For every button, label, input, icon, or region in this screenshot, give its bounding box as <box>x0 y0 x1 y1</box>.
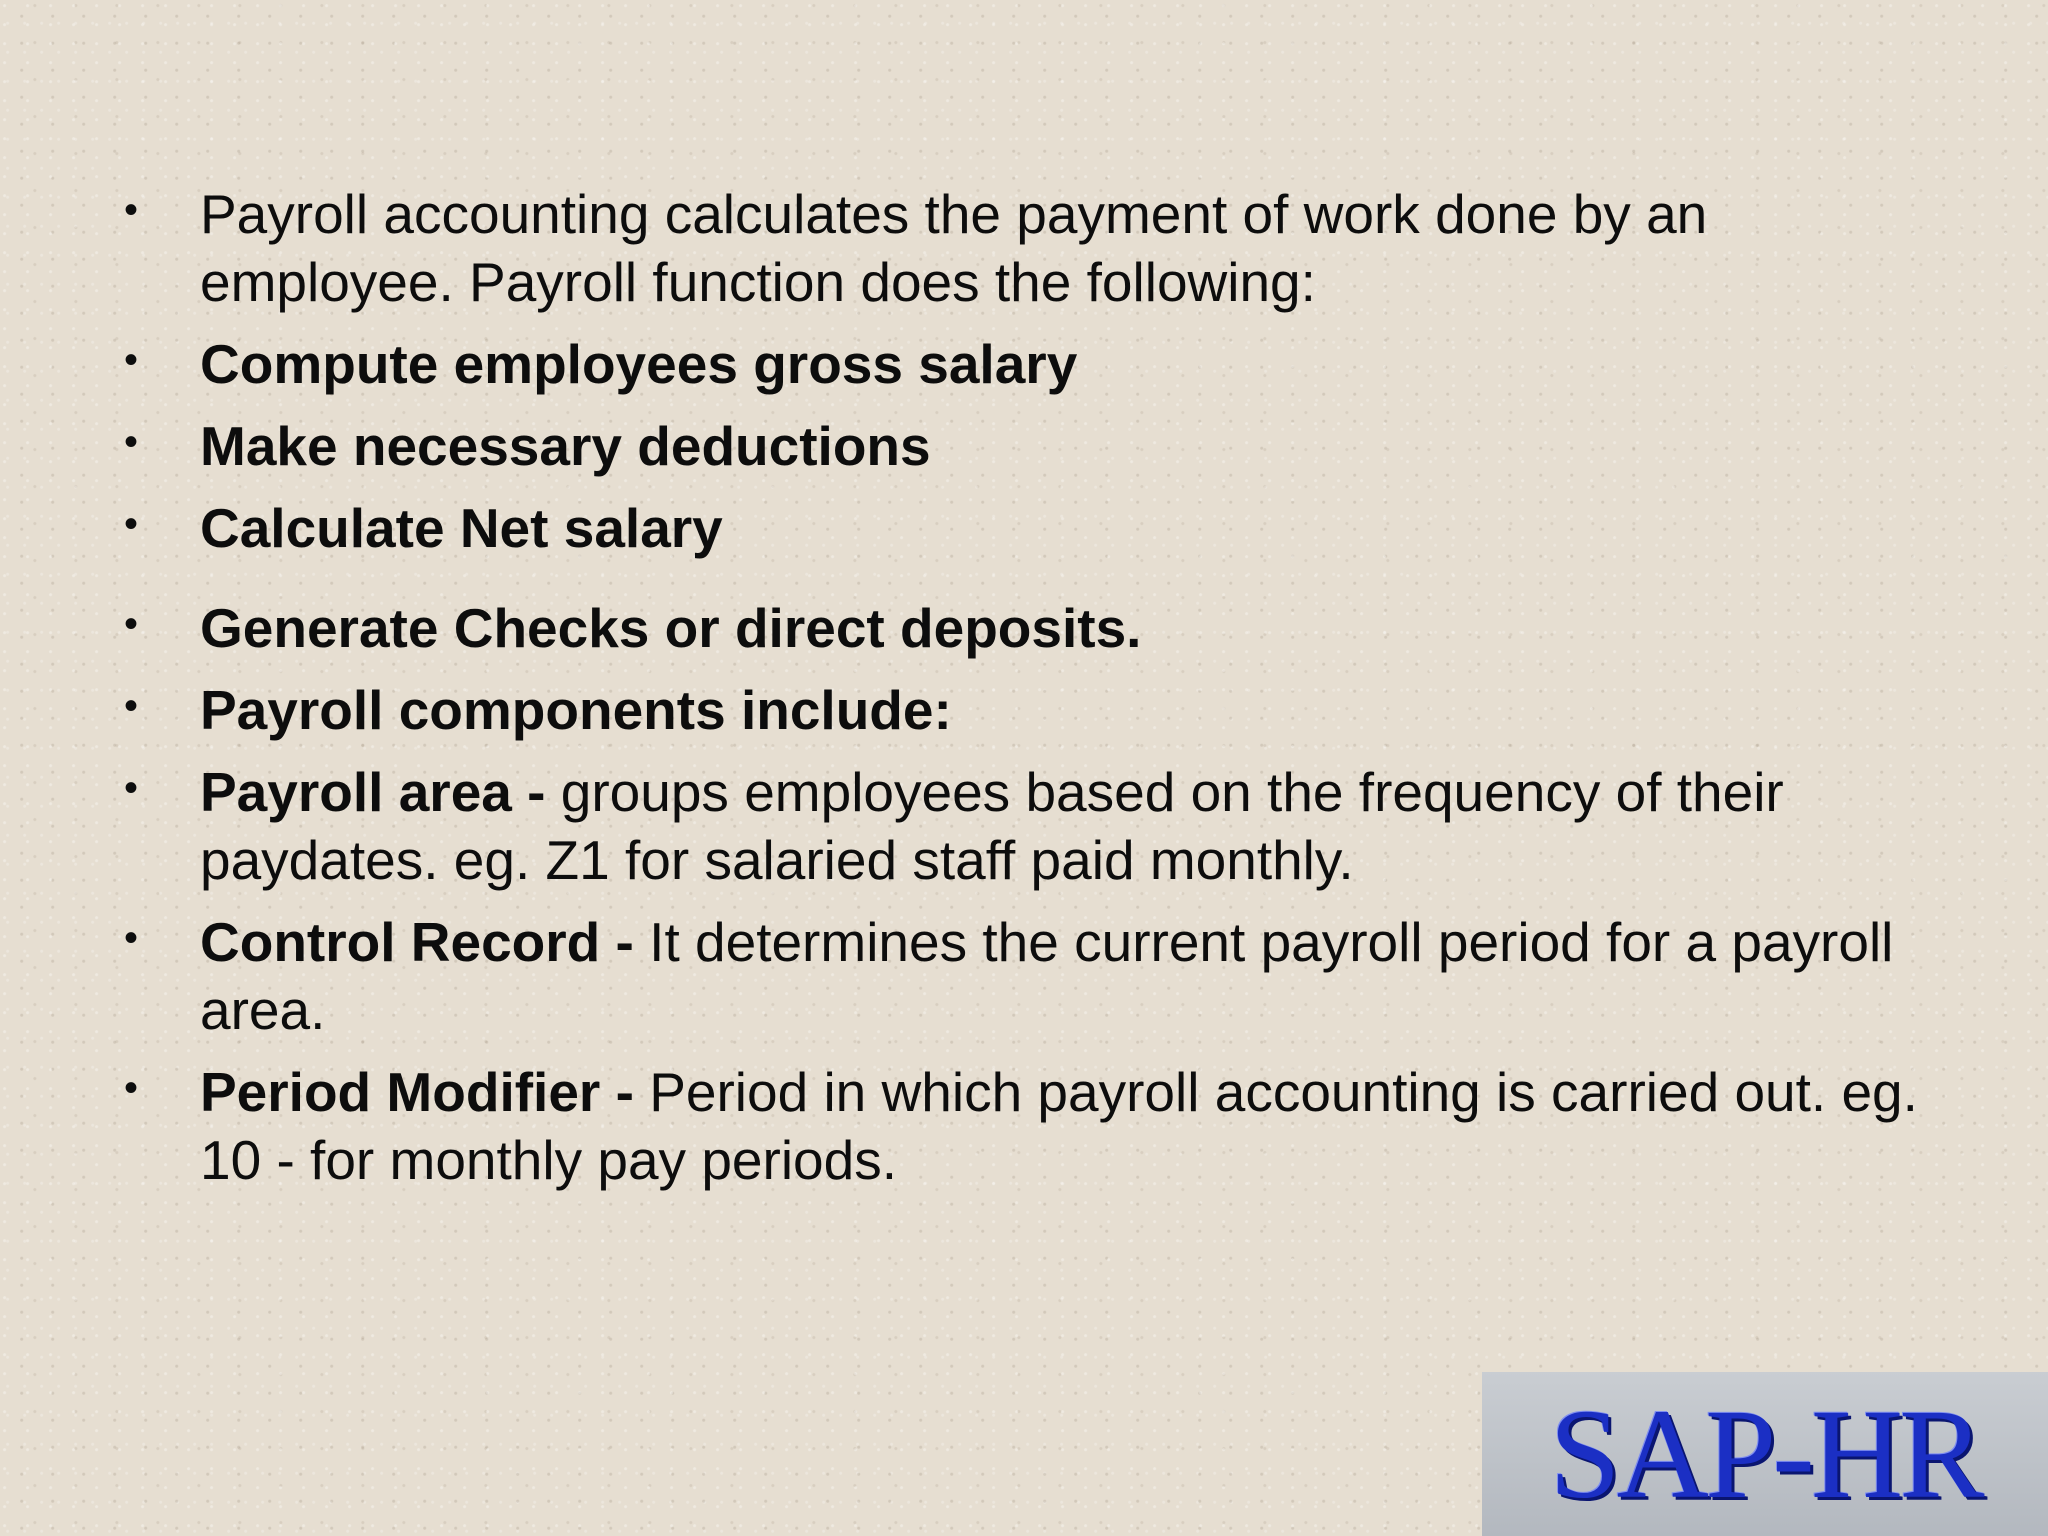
bullet-dot: • <box>124 502 139 546</box>
bullet-text: Period in which payroll accounting is carried out. eg. 10 - for monthly pay periods. <box>200 1061 1918 1191</box>
bullet-item-net-salary <box>120 494 1920 562</box>
bullet-item-payroll-accounting <box>120 180 1920 316</box>
bullet-dot: • <box>124 420 139 464</box>
bullet-bold-text: Generate Checks or direct deposits. <box>200 597 1142 659</box>
bullet-text: It determines the current payroll period for a payroll area. <box>200 911 1894 1041</box>
bullet-bold-text: Payroll components include: <box>200 679 952 741</box>
bullet-bold-text: Compute employees gross salary <box>200 333 1078 395</box>
bullet-item-gross-salary <box>120 330 1920 398</box>
bullet-dot: • <box>124 602 139 646</box>
slide-bullet-list <box>120 180 1920 1208</box>
bullet-text: Payroll accounting calculates the payment of work done by an employee. Payroll function does the following: <box>200 183 1708 313</box>
logo-text: SAP-HR <box>1549 1383 1981 1525</box>
bullet-bold-text: Calculate Net salary <box>200 497 723 559</box>
bullet-item-period-modifier <box>120 1058 1920 1194</box>
bullet-dot: • <box>124 916 139 960</box>
bullet-bold-text: Period Modifier - <box>200 1061 650 1123</box>
bullet-item-deductions <box>120 412 1920 480</box>
bullet-dot: • <box>124 338 139 382</box>
bullet-bold-text: Payroll area - <box>200 761 561 823</box>
bullet-dot: • <box>124 684 139 728</box>
sap-hr-logo <box>1482 1372 2048 1536</box>
bullet-item-control-record <box>120 908 1920 1044</box>
bullet-item-checks-deposits <box>120 594 1920 662</box>
bullet-dot: • <box>124 188 139 232</box>
bullet-dot: • <box>124 766 139 810</box>
bullet-dot: • <box>124 1066 139 1110</box>
bullet-item-payroll-components <box>120 676 1920 744</box>
bullet-bold-text: Control Record - <box>200 911 650 973</box>
bullet-bold-text: Make necessary deductions <box>200 415 931 477</box>
bullet-text: groups employees based on the frequency of their paydates. eg. Z1 for salaried staff paid monthly. <box>200 761 1784 891</box>
bullet-item-payroll-area <box>120 758 1920 894</box>
